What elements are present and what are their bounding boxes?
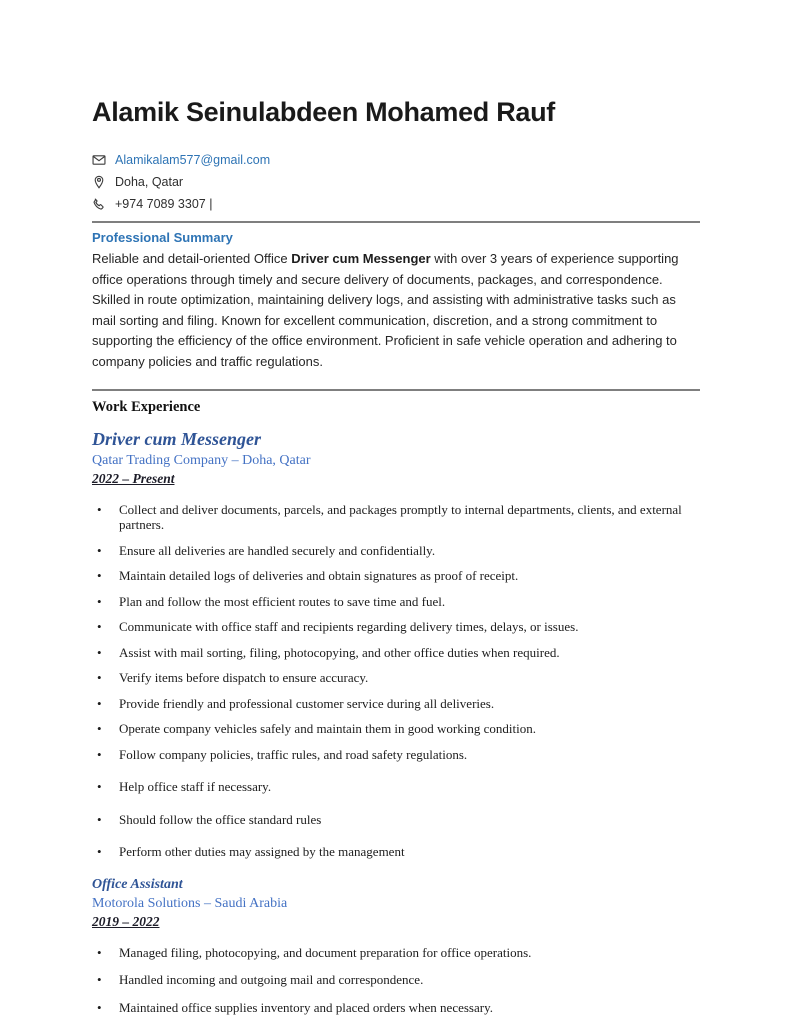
job2-bullet: • Handled incoming and outgoing mail and correspondence.: [92, 972, 700, 988]
job1-bullet: • Assist with mail sorting, filing, photocopying, and other office duties when required.: [92, 645, 700, 661]
job1-bullet: • Verify items before dispatch to ensure accuracy.: [92, 670, 700, 686]
job1-bullet: • Provide friendly and professional customer service during all deliveries.: [92, 696, 700, 712]
section-divider-top: [92, 221, 700, 223]
contact-location-row: [92, 175, 700, 189]
job2-title: Office Assistant: [92, 876, 183, 892]
summary-paragraph: [92, 249, 700, 373]
summary-bold-role: Driver cum Messenger: [291, 251, 431, 266]
location-text: Doha, Qatar: [115, 175, 184, 189]
job1-bullet: • Communicate with office staff and recipients regarding delivery times, delays, or issues.: [92, 619, 700, 635]
job1-bullet: • Maintain detailed logs of deliveries and obtain signatures as proof of receipt.: [92, 568, 700, 584]
job1-bullet: • Operate company vehicles safely and maintain them in good working condition.: [92, 721, 700, 737]
job1-bullet: • Collect and deliver documents, parcels, and packages promptly to internal departments, clients, and external partners.: [92, 502, 700, 533]
work-experience-heading: Work Experience: [92, 398, 201, 415]
phone-text: +974 7089 3307 |: [115, 197, 213, 211]
contact-email-row: [92, 153, 700, 167]
job1-bullet: • Follow company policies, traffic rules, and road safety regulations.: [92, 747, 700, 763]
email-icon: [92, 153, 106, 167]
summary-text-before: Reliable and detail-oriented Office: [92, 251, 292, 266]
phone-icon: [92, 197, 106, 211]
job2-bullet: • Managed filing, photocopying, and document preparation for office operations.: [92, 945, 700, 961]
job1-title: Driver cum Messenger: [92, 428, 261, 449]
summary-heading: Professional Summary: [92, 230, 233, 245]
contact-phone-row: [92, 197, 700, 211]
location-icon: [92, 175, 106, 189]
job2-bullet-list: [92, 945, 700, 1016]
job2-bullet: • Maintained office supplies inventory and placed orders when necessary.: [92, 1000, 700, 1016]
job1-bullet: • Help office staff if necessary.: [92, 779, 700, 795]
summary-text-after: with over 3 years of experience supporting office operations through timely and secure delivery of documents, packages, and correspondence. Skilled in route optimization, maintaining delivery logs, and assisting with administrative tasks such as mail sorting and filing. Known for excellent communication, discretion, and a strong commitment to supporting the efficiency of the office environment. Proficient in safe vehicle operation and adhering to company policies and traffic regulations.: [92, 251, 679, 369]
job2-company: Motorola Solutions – Saudi Arabia: [92, 895, 288, 911]
candidate-name: Alamik Seinulabdeen Mohamed Rauf: [92, 97, 555, 127]
job1-bullet-list: [92, 502, 700, 860]
job1-bullet: • Should follow the office standard rules: [92, 812, 700, 828]
job2-dates: 2019 – 2022: [92, 913, 160, 929]
job1-dates: 2022 – Present: [92, 470, 175, 486]
job1-bullet: • Ensure all deliveries are handled securely and confidentially.: [92, 543, 700, 559]
job2-block: [92, 877, 700, 1016]
job1-bullet: • Perform other duties may assigned by the management: [92, 844, 700, 860]
job1-company: Qatar Trading Company – Doha, Qatar: [92, 452, 311, 468]
section-divider-work: [92, 389, 700, 391]
email-link[interactable]: Alamikalam577@gmail.com: [115, 153, 271, 167]
job1-bullet: • Plan and follow the most efficient routes to save time and fuel.: [92, 594, 700, 610]
work-experience-section: [92, 399, 700, 1016]
